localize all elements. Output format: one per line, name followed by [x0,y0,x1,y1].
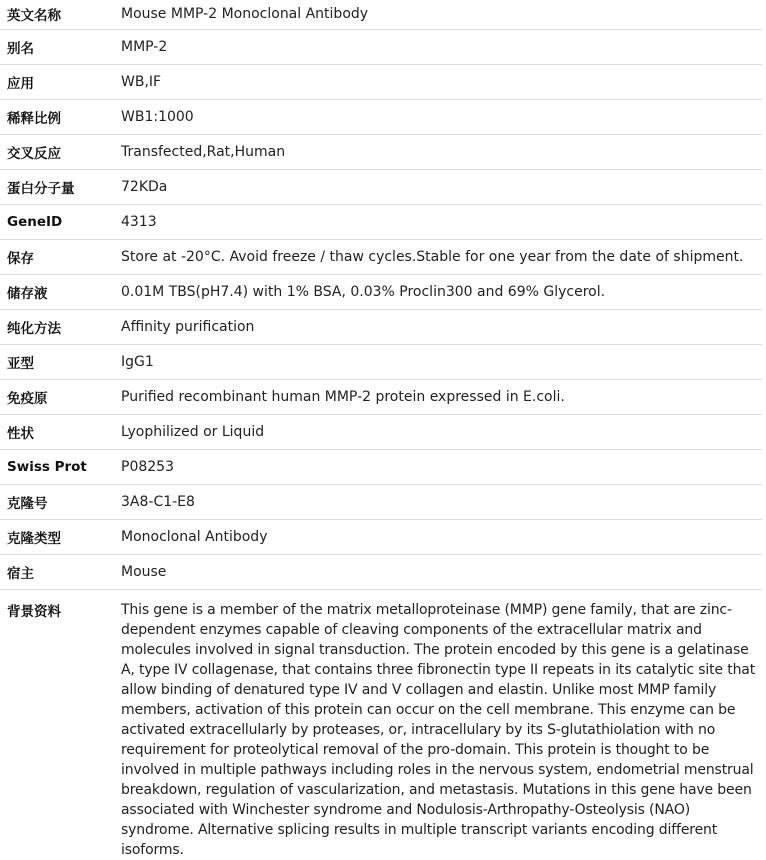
spec-row-application [0,65,762,100]
spec-value [121,30,762,65]
spec-value-text: MMP-2 [121,39,762,55]
spec-label [0,415,121,450]
spec-label-text: 亚型 [7,352,121,372]
spec-row-cross-reactivity [0,135,762,170]
spec-value [121,170,762,205]
spec-value-text: Lyophilized or Liquid [121,424,762,440]
spec-value-text: 4313 [121,214,762,230]
spec-label [0,485,121,520]
spec-value-text: WB,IF [121,74,762,90]
spec-row-swiss-prot [0,450,762,485]
spec-label-text: 性状 [7,422,121,442]
spec-value-text: 72KDa [121,179,762,195]
spec-value [121,345,762,380]
spec-row-storage-buffer [0,275,762,310]
spec-label [0,555,121,590]
spec-label [0,205,121,240]
spec-value [121,590,762,860]
spec-label-text: 英文名称 [7,4,121,24]
spec-label [0,240,121,275]
spec-label [0,345,121,380]
spec-label-text: 免疫原 [7,387,121,407]
spec-value-text: Store at -20°C. Avoid freeze / thaw cycles.Stable for one year from the date of shipment. [121,249,762,265]
spec-row-isotype [0,345,762,380]
spec-label-text: 纯化方法 [7,317,121,337]
spec-label [0,590,121,860]
spec-value-text: IgG1 [121,354,762,370]
background-description-text: This gene is a member of the matrix metalloproteinase (MMP) gene family, that are zinc-dependent enzymes capable of cleaving components of the extracellular matrix and molecules involved in signal transduction. The protein encoded by this gene is a gelatinase A, type IV collagenase, that contains three fibronectin type II repeats in its catalytic site that allow binding of denatured type IV and V collagen and elastin. Unlike most MMP family members, activation of this protein can occur on the cell membrane. This enzyme can be activated extracellularly by proteases, or, intracellulary by its S-glutathiolation with no requirement for proteolytical removal of the pro-domain. This protein is thought to be involved in multiple pathways including roles in the nervous system, endometrial menstrual breakdown, regulation of vascularization, and metastasis. Mutations in this gene have been associated with Winchester syndrome and Nodulosis-Arthropathy-Osteolysis (NAO) syndrome. Alternative splicing results in multiple transcript variants encoding different isoforms. [121,600,756,860]
spec-value-text: 0.01M TBS(pH7.4) with 1% BSA, 0.03% Proclin300 and 69% Glycerol. [121,284,762,300]
spec-label [0,65,121,100]
spec-label-text: 别名 [7,37,121,57]
spec-value [121,520,762,555]
spec-value-text: P08253 [121,459,762,475]
spec-row-purification [0,310,762,345]
spec-value [121,240,762,275]
spec-value-text: Mouse MMP-2 Monoclonal Antibody [121,6,762,22]
spec-label-text: 宿主 [7,562,121,582]
spec-label-text: 蛋白分子量 [7,177,121,197]
spec-label-text: GeneID [7,214,121,230]
spec-label [0,380,121,415]
spec-label [0,170,121,205]
spec-row-molecular-weight [0,170,762,205]
spec-label-text: 交叉反应 [7,142,121,162]
spec-label-text: 背景资料 [7,600,121,620]
spec-label-text: 应用 [7,72,121,92]
spec-row-clone-type [0,520,762,555]
spec-row-dilution [0,100,762,135]
spec-label [0,135,121,170]
spec-label [0,100,121,135]
spec-label [0,450,121,485]
spec-label [0,310,121,345]
spec-value-text: 3A8-C1-E8 [121,494,762,510]
spec-row-immunogen [0,380,762,415]
spec-label-text: 克隆类型 [7,527,121,547]
spec-label [0,30,121,65]
spec-value [121,450,762,485]
spec-row-form [0,415,762,450]
spec-value-text: WB1:1000 [121,109,762,125]
spec-value [121,65,762,100]
spec-value [121,380,762,415]
spec-value [121,555,762,590]
spec-label-text: 稀释比例 [7,107,121,127]
spec-value [121,135,762,170]
spec-value-text: Transfected,Rat,Human [121,144,762,160]
spec-value [121,310,762,345]
spec-row-background [0,590,762,860]
spec-label [0,0,121,30]
spec-label-text: 保存 [7,247,121,267]
spec-value [121,415,762,450]
spec-value [121,485,762,520]
spec-row-clone-number [0,485,762,520]
spec-value-text: Affinity purification [121,319,762,335]
spec-row-english-name [0,0,762,30]
spec-row-storage [0,240,762,275]
spec-value [121,100,762,135]
spec-label-text: Swiss Prot [7,459,121,475]
spec-row-gene-id [0,205,762,240]
spec-label [0,520,121,555]
spec-value [121,0,762,30]
spec-value [121,205,762,240]
spec-value-text: Mouse [121,564,762,580]
spec-value [121,275,762,310]
spec-row-host [0,555,762,590]
spec-label [0,275,121,310]
spec-value-text: Monoclonal Antibody [121,529,762,545]
spec-row-alias [0,30,762,65]
spec-label-text: 克隆号 [7,492,121,512]
spec-value-text: Purified recombinant human MMP-2 protein expressed in E.coli. [121,389,762,405]
spec-label-text: 储存液 [7,282,121,302]
